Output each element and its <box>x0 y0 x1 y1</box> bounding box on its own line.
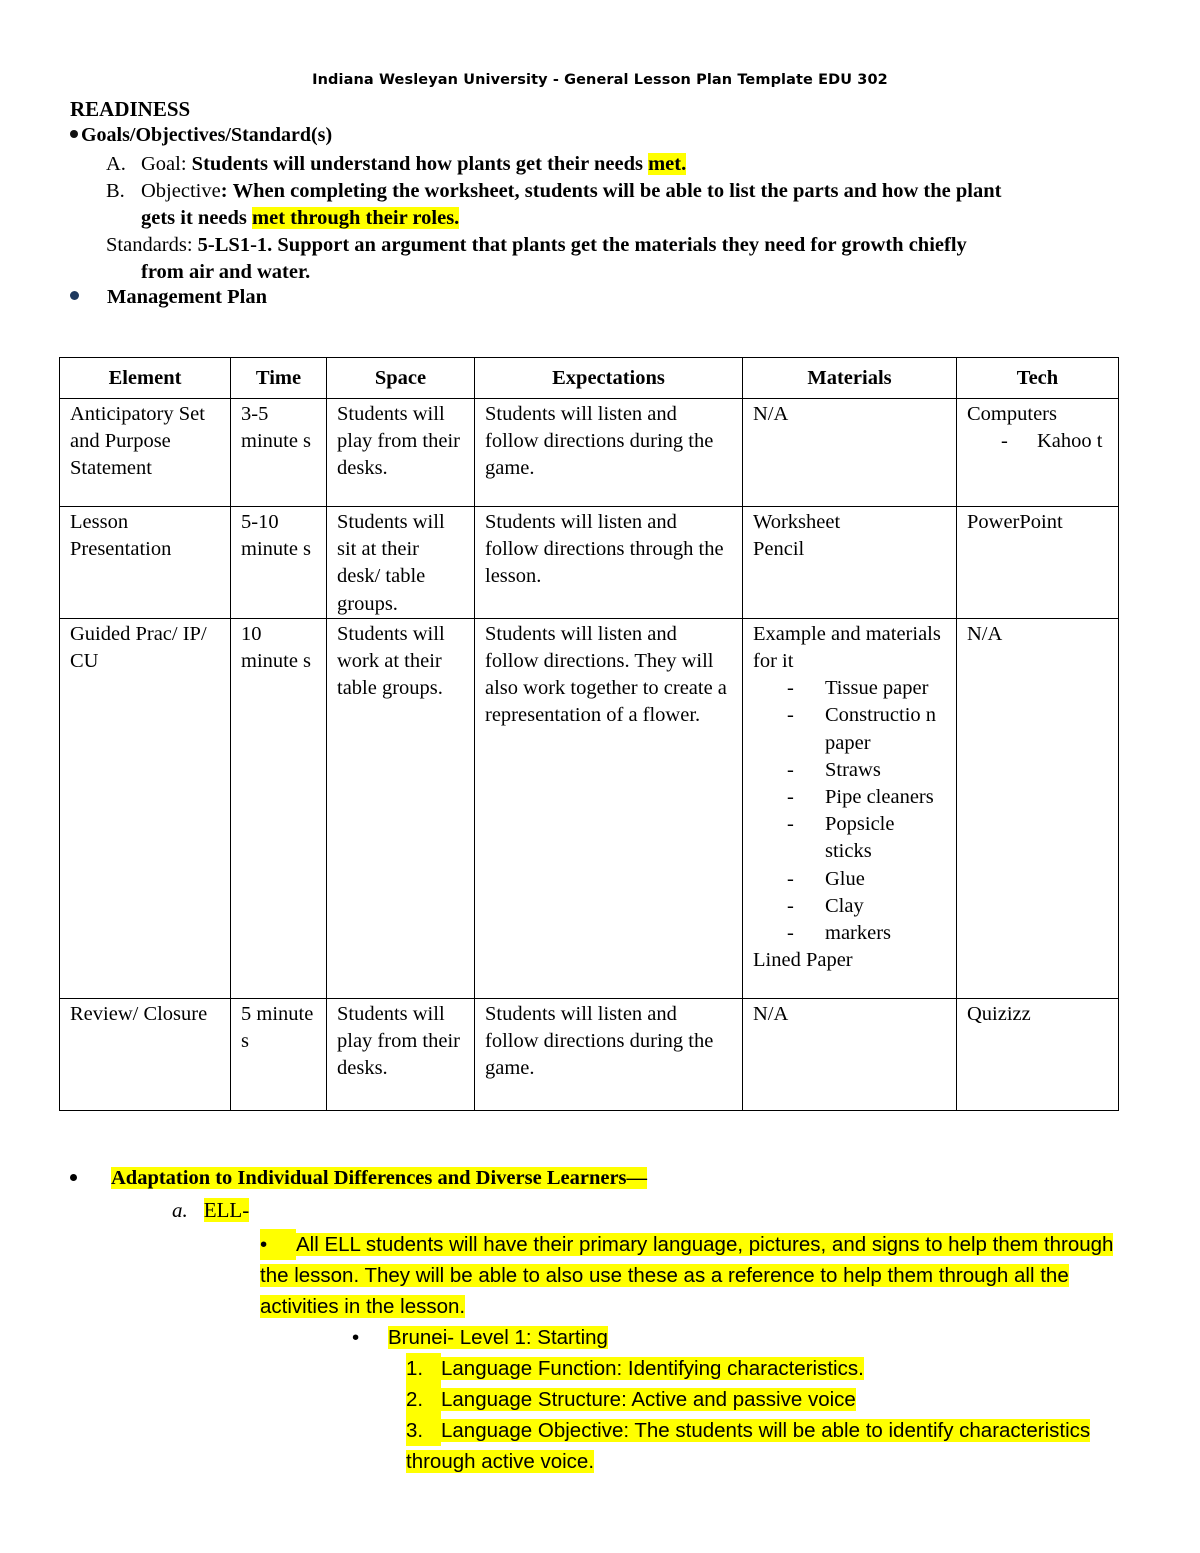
item-number: 1. <box>406 1353 441 1384</box>
tech-cell: N/A <box>957 618 1119 998</box>
materials-cell <box>743 618 957 998</box>
objective-label: Objective <box>141 180 221 202</box>
time-cell: 5-10 minute s <box>231 507 327 619</box>
materials-cell: N/A <box>743 998 957 1110</box>
management-heading <box>70 286 267 309</box>
goal-line <box>106 151 686 178</box>
expectations-cell: Students will listen and follow directions during the game. <box>475 998 743 1110</box>
tech-cell <box>957 399 1119 507</box>
language-item <box>406 1384 1146 1415</box>
space-cell: Students will play from their desks. <box>327 998 475 1110</box>
list-item: - Glue <box>787 866 946 893</box>
materials-intro: Example and materials for it <box>753 622 941 673</box>
materials-list <box>753 675 946 947</box>
time-cell: 10 minute s <box>231 618 327 998</box>
objective-colon: : <box>220 180 228 202</box>
ell-heading <box>172 1198 249 1223</box>
standards-label: Standards: <box>106 234 193 256</box>
column-header: Expectations <box>475 358 743 399</box>
table-header-row <box>60 358 1119 399</box>
bullet-icon: • <box>260 1229 296 1260</box>
bullet-icon: • <box>352 1326 360 1349</box>
list-item: - Straws <box>787 757 946 784</box>
element-cell: Guided Prac/ IP/ CU <box>60 618 231 998</box>
language-item <box>406 1415 1146 1477</box>
goal-letter: A. <box>106 153 126 175</box>
materials-cell: N/A <box>743 399 957 507</box>
column-header: Space <box>327 358 475 399</box>
bullet-dot-icon <box>70 130 78 138</box>
space-cell: Students will sit at their desk/ table groups. <box>327 507 475 619</box>
column-header: Time <box>231 358 327 399</box>
goal-text: Students will understand how plants get their needs <box>191 153 643 175</box>
management-plan-table <box>59 357 1119 1111</box>
space-cell: Students will play from their desks. <box>327 399 475 507</box>
standards-block <box>106 232 1136 286</box>
expectations-cell: Students will listen and follow directions through the lesson. <box>475 507 743 619</box>
ell-description-text: All ELL students will have their primary language, pictures, and signs to help them through the lesson. They will be able to also use these as a reference to help them through all the activities in the lesson. <box>260 1233 1114 1318</box>
adaptation-heading-text: Adaptation to Individual Differences and Diverse Learners— <box>111 1167 648 1189</box>
objective-text-line2: gets it needs <box>141 207 247 229</box>
management-heading-text: Management Plan <box>107 286 267 308</box>
element-cell: Lesson Presentation <box>60 507 231 619</box>
list-item: - Kahoo t <box>1001 428 1108 455</box>
bullet-dot-icon <box>70 1174 77 1181</box>
element-cell: Review/ Closure <box>60 998 231 1110</box>
tech-cell: PowerPoint <box>957 507 1119 619</box>
goal-highlight: met. <box>648 153 687 175</box>
column-header: Element <box>60 358 231 399</box>
time-cell: 3-5 minute s <box>231 399 327 507</box>
expectations-cell: Students will listen and follow directions during the game. <box>475 399 743 507</box>
standards-code: 5-LS1-1. <box>197 234 273 256</box>
materials-outro: Lined Paper <box>753 949 853 972</box>
materials-line: Pencil <box>753 538 805 561</box>
expectations-cell: Students will listen and follow directions. They will also work together to create a representation of a flower. <box>475 618 743 998</box>
ell-letter: a. <box>172 1198 188 1222</box>
column-header: Tech <box>957 358 1119 399</box>
column-header: Materials <box>743 358 957 399</box>
goals-heading <box>70 124 332 147</box>
item-number: 2. <box>406 1384 441 1415</box>
brunei-level <box>352 1322 608 1353</box>
readiness-heading: READINESS <box>70 97 191 121</box>
item-text: Language Objective: The students will be able to identify characteristics through active voice. <box>406 1419 1091 1473</box>
materials-cell <box>743 507 957 619</box>
ell-description <box>260 1229 1140 1322</box>
document-header: Indiana Wesleyan University - General Lesson Plan Template EDU 302 <box>312 72 888 88</box>
objective-highlight: met through their roles. <box>252 207 460 229</box>
table-row <box>60 507 1119 619</box>
time-cell: 5 minute s <box>231 998 327 1110</box>
table-row <box>60 618 1119 998</box>
brunei-level-text: Brunei- Level 1: Starting <box>388 1326 608 1349</box>
table-row <box>60 998 1119 1110</box>
list-item: - Pipe cleaners <box>787 784 946 811</box>
objective-text-line1: When completing the worksheet, students will be able to list the parts and how the plant <box>232 180 1002 202</box>
standards-text-line2: from air and water. <box>141 261 311 283</box>
list-item: - Tissue paper <box>787 675 946 702</box>
list-item: - markers <box>787 920 946 947</box>
standards-text-line1: Support an argument that plants get the materials they need for growth chiefly <box>277 234 967 256</box>
goals-heading-text: Goals/Objectives/Standard(s) <box>81 124 333 146</box>
list-item: - Clay <box>787 893 946 920</box>
materials-line: Worksheet <box>753 511 841 533</box>
list-item: - Popsicle sticks <box>787 811 946 865</box>
table-row <box>60 399 1119 507</box>
language-item <box>406 1353 1146 1384</box>
element-cell: Anticipatory Set and Purpose Statement <box>60 399 231 507</box>
item-text: Language Function: Identifying characteristics. <box>441 1357 864 1380</box>
adaptation-heading <box>70 1167 647 1190</box>
item-text: Language Structure: Active and passive voice <box>441 1388 856 1411</box>
bullet-dot-icon <box>70 291 79 300</box>
tech-cell: Quizizz <box>957 998 1119 1110</box>
ell-label: ELL- <box>203 1198 250 1222</box>
tech-text: Computers <box>967 403 1057 425</box>
goal-label: Goal: <box>141 153 187 175</box>
tech-list <box>967 428 1108 455</box>
space-cell: Students will work at their table groups. <box>327 618 475 998</box>
item-number: 3. <box>406 1415 441 1446</box>
list-item: - Constructio n paper <box>787 702 946 756</box>
objective-letter: B. <box>106 180 125 202</box>
objective-block <box>106 178 1136 232</box>
